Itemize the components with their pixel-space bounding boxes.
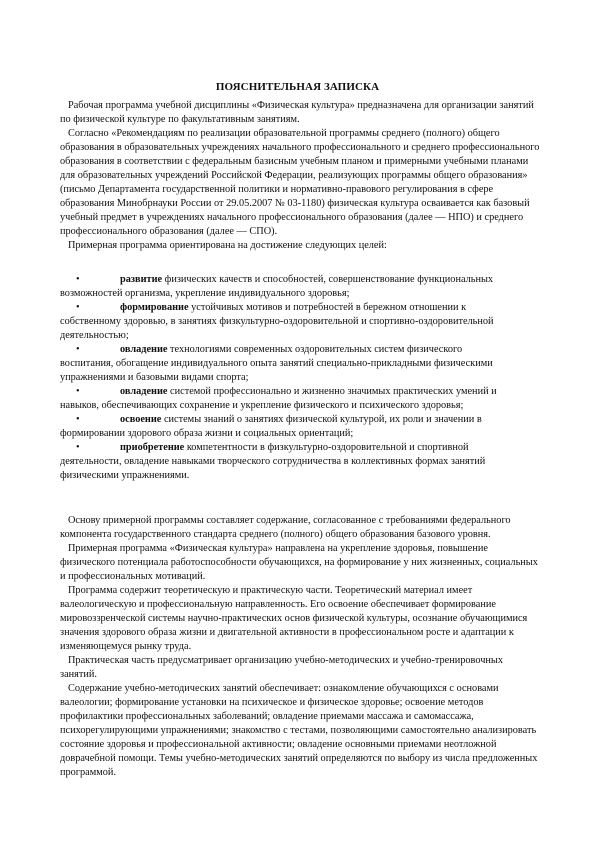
goal-text-rest: формировании здорового образа жизни и социальных ориентаций; bbox=[60, 428, 354, 439]
body-paragraph-1: Основу примерной программы составляет содержание, согласованное с требованиями федерального компонента государственного стандарта среднего (полного) общего образования базового уровня. bbox=[60, 515, 511, 540]
goal-text-rest: воспитания, обогащение индивидуального опыта занятий специально-прикладными физическими упражнениями и базовыми видами спорта; bbox=[60, 358, 493, 383]
goal-term: овладение bbox=[120, 386, 168, 397]
goal-text-first: системы знаний о занятиях физической культурой, их роли и значении в bbox=[163, 414, 482, 425]
intro-paragraph-2: Согласно «Рекомендациям по реализации образовательной программы среднего (полного) общего образования в образовательных учреждениях начального профессионального и среднего профессионального образования в соответствии с федеральным базисным учебным планом и примерными учебными планами для образовательных учреждений Российской Федерации, реализующих программы общего образования» (письмо Департамента государственной политики и нормативно-правового регулирования в сфере образования Минобрнауки России от 29.05.2007 № 03-1180) физическая культура осваивается как базовый учебный предмет в учреждениях начального профессионального образования (далее — НПО) и среднего профессионального образования (далее — СПО). bbox=[60, 128, 540, 237]
body-paragraph-3: Программа содержит теоретическую и практическую части. Теоретический материал имеет валеологическую и профессиональную направленность. Его освоение обеспечивает формирование мировоззренческой системы научно-практических основ физической культуры, осознание обучающимися значения здорового образа жизни и двигательной активности в профессиональном росте и адаптации к изменяющемуся рынку труда. bbox=[60, 585, 528, 652]
goal-text-first: системой профессионально и жизненно значимых практических умений и bbox=[170, 386, 497, 397]
goals-list bbox=[60, 273, 540, 483]
bullet-icon: • bbox=[76, 442, 80, 453]
bullet-icon: • bbox=[76, 386, 80, 397]
goal-item bbox=[60, 441, 540, 483]
bullet-icon: • bbox=[76, 344, 80, 355]
intro-paragraph-1: Рабочая программа учебной дисциплины «Физическая культура» предназначена для организации занятий по физической культуре по факультативным занятиям. bbox=[60, 100, 534, 125]
bullet-icon: • bbox=[76, 414, 80, 425]
goal-text-rest: навыков, обеспечивающих сохранение и укрепление физического и психического здоровья; bbox=[60, 400, 464, 411]
goal-item bbox=[60, 343, 540, 385]
body-section bbox=[60, 514, 540, 780]
goal-text-first: устойчивых мотивов и потребностей в бережном отношении к bbox=[191, 302, 467, 313]
goals-lead-in: Примерная программа ориентирована на достижение следующих целей: bbox=[68, 240, 387, 251]
body-paragraph-4: Практическая часть предусматривает организацию учебно-методических и учебно-тренировочных занятий. bbox=[60, 655, 503, 680]
goal-term: приобретение bbox=[120, 442, 185, 453]
goal-text-rest: возможностей организма, укрепление индивидуального здоровья; bbox=[60, 288, 350, 299]
document-title: ПОЯСНИТЕЛЬНАЯ ЗАПИСКА bbox=[215, 81, 380, 93]
goal-term: освоение bbox=[120, 414, 162, 425]
body-paragraph-5: Содержание учебно-методических занятий обеспечивает: ознакомление обучающихся с основами валеологии; формирование установки на психическое и физическое здоровье; освоение методов профилактики профессиональных заболеваний; овладение приемами массажа и самомассажа, психорегулирующими упражнениями; знакомство с тестами, позволяющими самостоятельно анализировать состояние здоровья и профессиональной активности; овладение основными приемами неотложной доврачебной помощи. Темы учебно-методических занятий определяются по выбору из числа предложенных программой. bbox=[60, 683, 538, 778]
goal-item bbox=[60, 301, 540, 343]
goal-text-first: технологиями современных оздоровительных систем физического bbox=[170, 344, 463, 355]
goal-text-first: физических качеств и способностей, совершенствование функциональных bbox=[164, 274, 494, 285]
goal-term: овладение bbox=[120, 344, 168, 355]
goal-item bbox=[60, 273, 540, 301]
goal-item bbox=[60, 413, 540, 441]
goal-text-rest: собственному здоровью, в занятиях физкультурно-оздоровительной и спортивно-оздоровительной деятельностью; bbox=[60, 316, 494, 341]
goal-term: развитие bbox=[120, 274, 163, 285]
bullet-icon: • bbox=[76, 274, 80, 285]
intro-section bbox=[60, 99, 540, 253]
goal-term: формирование bbox=[120, 302, 189, 313]
goal-text-first: компетентности в физкультурно-оздоровительной и спортивной bbox=[186, 442, 469, 453]
goal-text-rest: деятельности, овладение навыками творческого сотрудничества в коллективных формах занятий физическими упражнениями. bbox=[60, 456, 486, 481]
goal-item bbox=[60, 385, 540, 413]
body-paragraph-2: Примерная программа «Физическая культура» направлена на укрепление здоровья, повышение физического потенциала работоспособности обучающихся, на формирование у них жизненных, социальных и профессиональных мотиваций. bbox=[60, 543, 538, 582]
bullet-icon: • bbox=[76, 302, 80, 313]
